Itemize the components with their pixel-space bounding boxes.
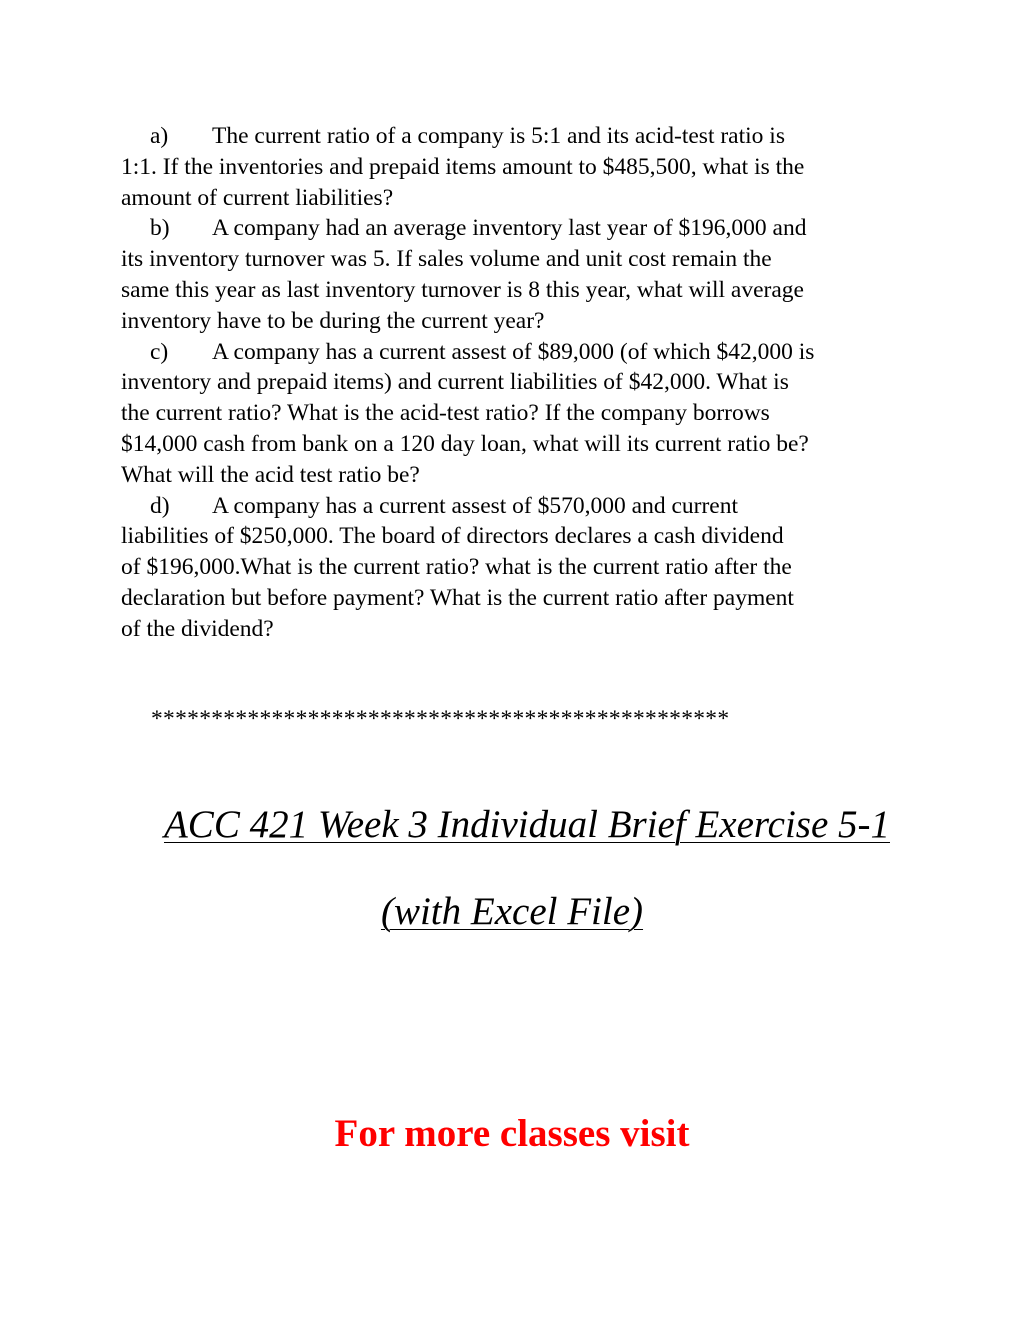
question-text-line: same this year as last inventory turnover is 8 this year, what will average — [121, 276, 804, 303]
question-text-line: inventory have to be during the current year? — [121, 307, 545, 334]
question-d — [121, 491, 921, 645]
question-text-line: A company has a current assest of $570,000 and current — [212, 492, 738, 519]
course-subtitle-heading: (with Excel File) — [380, 890, 644, 933]
question-text-line: liabilities of $250,000. The board of directors declares a cash dividend — [121, 523, 784, 550]
question-text-line: A company had an average inventory last year of $196,000 and — [212, 215, 807, 242]
question-b — [121, 213, 921, 336]
asterisk-separator: ************************************************ — [151, 706, 730, 732]
question-c — [121, 337, 921, 491]
course-title-heading: ACC 421 Week 3 Individual Brief Exercise 5-1 — [163, 803, 890, 846]
question-text-line: of the dividend? — [121, 615, 274, 642]
question-text-line: 1:1. If the inventories and prepaid items amount to $485,500, what is the — [121, 153, 805, 180]
promo-text: For more classes visit — [334, 1112, 690, 1155]
question-text-line: the current ratio? What is the acid-test ratio? If the company borrows — [121, 400, 770, 427]
question-letter: b) — [150, 215, 170, 242]
question-letter: c) — [150, 338, 169, 365]
question-list — [121, 121, 921, 645]
question-text-line: A company has a current assest of $89,000 (of which $42,000 is — [212, 338, 815, 365]
question-text-line: $14,000 cash from bank on a 120 day loan, what will its current ratio be? — [121, 430, 809, 457]
question-text-line: its inventory turnover was 5. If sales volume and unit cost remain the — [121, 246, 772, 273]
question-text-line: amount of current liabilities? — [121, 184, 394, 211]
question-text-line: The current ratio of a company is 5:1 and its acid-test ratio is — [212, 123, 785, 149]
question-text-line: inventory and prepaid items) and current liabilities of $42,000. What is — [121, 369, 789, 396]
question-a — [121, 121, 921, 213]
question-text-line: of $196,000.What is the current ratio? what is the current ratio after the — [121, 554, 792, 581]
question-letter: d) — [150, 492, 170, 519]
question-letter: a) — [150, 123, 169, 149]
question-text-line: What will the acid test ratio be? — [121, 461, 420, 488]
question-text-line: declaration but before payment? What is the current ratio after payment — [121, 584, 794, 611]
